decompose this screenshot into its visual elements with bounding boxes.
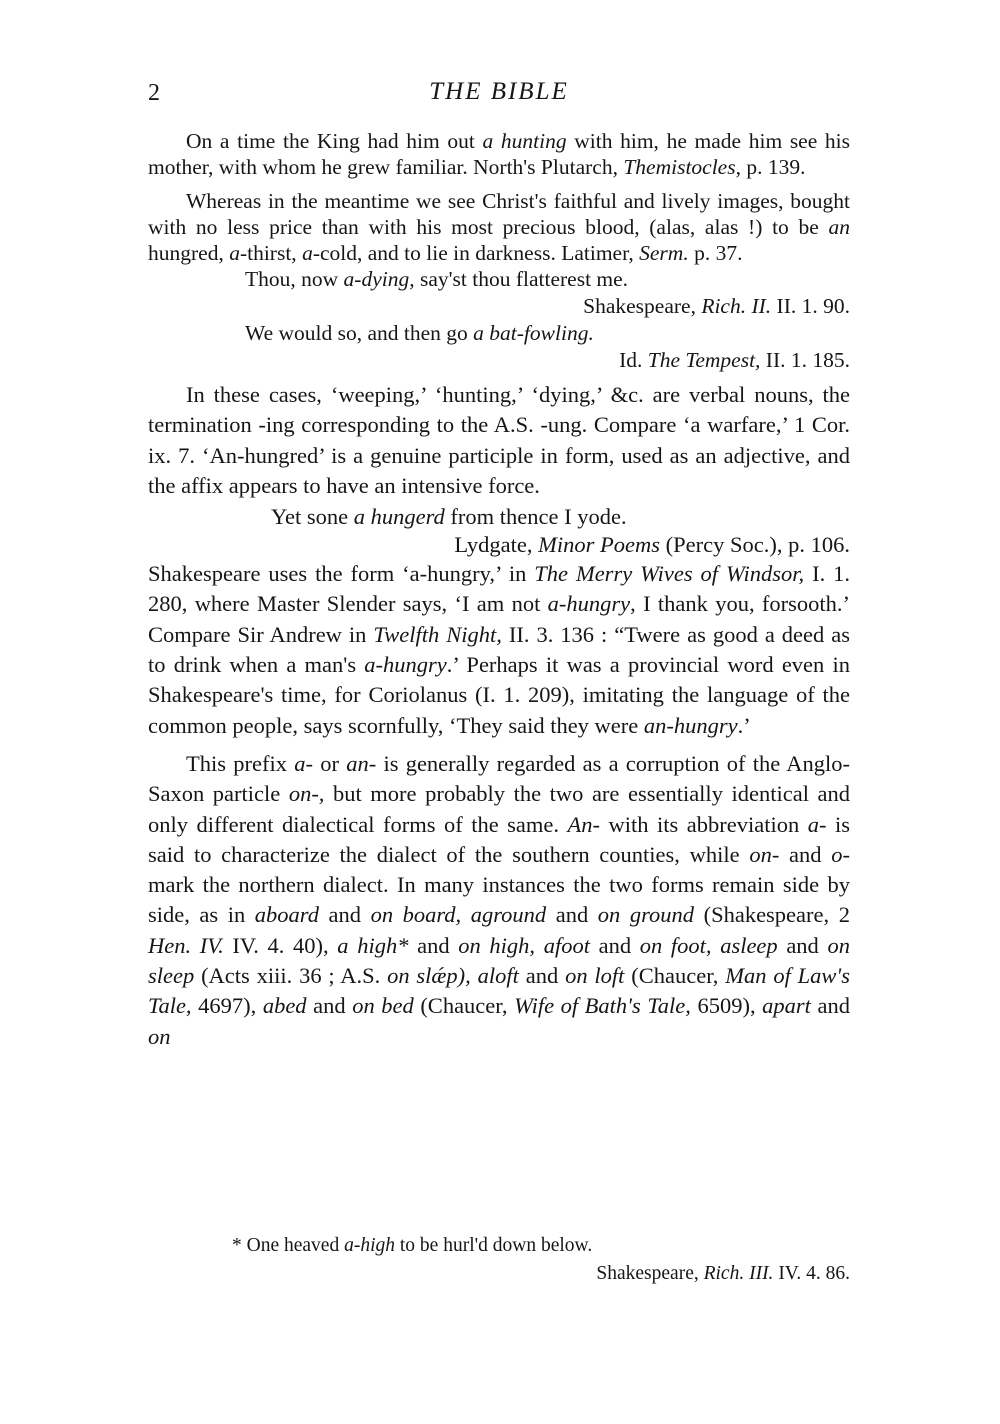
- running-title: THE BIBLE: [429, 78, 569, 105]
- quote-latimer: Whereas in the meantime we see Christ's faithful and lively images, bought with no less price than with his most precious blood, (alas, alas !) to be an hungred, a-thirst, a-cold, and to lie in darkness. Latimer, Serm. p. 37.: [148, 189, 850, 265]
- citation-tempest: Id. The Tempest, II. 1. 185.: [619, 348, 850, 372]
- running-header: [148, 78, 850, 112]
- paragraph-a-hungry: Shakespeare uses the form ‘a-hungry,’ in The Merry Wives of Windsor, I. 1. 280, where Master Slender says, ‘I am not a-hungry, I thank you, forsooth.’ Compare Sir Andrew in Twelfth Night, II. 3. 136 : “Twere as good a deed as to drink when a man's a-hungry.’ Perhaps it was a provincial word even in Shakespeare's time, for Coriolanus (I. 1. 209), imitating the language of the common people, says scornfully, ‘They said they were an-hungry.’: [148, 561, 851, 738]
- citation-richard: Shakespeare, Rich. II. II. 1. 90.: [583, 294, 850, 318]
- verse-line-lydgate: Yet sone a hungerd from thence I yode.: [271, 504, 627, 530]
- quote-plutarch: On a time the King had him out a hunting with him, he made him see his mother, with whom he grew familiar. North's Plutarch, Themistocles, p. 139.: [148, 129, 851, 179]
- verse-line-richard: Thou, now a-dying, say'st thou flatterest me.: [245, 267, 629, 291]
- citation-lydgate: Lydgate, Minor Poems (Percy Soc.), p. 106.: [454, 532, 850, 558]
- page-body: [148, 128, 850, 1052]
- footnote-citation: Shakespeare, Rich. III. IV. 4. 86.: [596, 1263, 850, 1284]
- footnote-verse: * One heaved a-high to be hurl'd down below.: [232, 1235, 593, 1256]
- paragraph-verbal-nouns: In these cases, ‘weeping,’ ‘hunting,’ ‘dying,’ &c. are verbal nouns, the termination -ing corresponding to the A.S. -ung. Compare ‘a warfare,’ 1 Cor. ix. 7. ‘An-hungred’ is a genuine participle in form, used as an adjective, and the affix appears to have an intensive force.: [148, 382, 850, 498]
- paragraph-prefix: This prefix a- or an- is generally regarded as a corruption of the Anglo-Saxon particle on-, but more probably the two are essentially identical and only different dialectical forms of the same. An- with its abbreviation a- is said to characterize the dialect of the southern counties, while on- and o- mark the northern dialect. In many instances the two forms remain side by side, as in aboard and on board, aground and on ground (Shakespeare, 2 Hen. IV. IV. 4. 40), a high* and on high, afoot and on foot, asleep and on sleep (Acts xiii. 36 ; A.S. on slǽp), aloft and on loft (Chaucer, Man of Law's Tale, 4697), abed and on bed (Chaucer, Wife of Bath's Tale, 6509), apart and on: [148, 750, 850, 1049]
- footnote: [148, 1232, 850, 1288]
- page-number: 2: [148, 80, 160, 106]
- verse-line-tempest: We would so, and then go a bat-fowling.: [245, 321, 594, 345]
